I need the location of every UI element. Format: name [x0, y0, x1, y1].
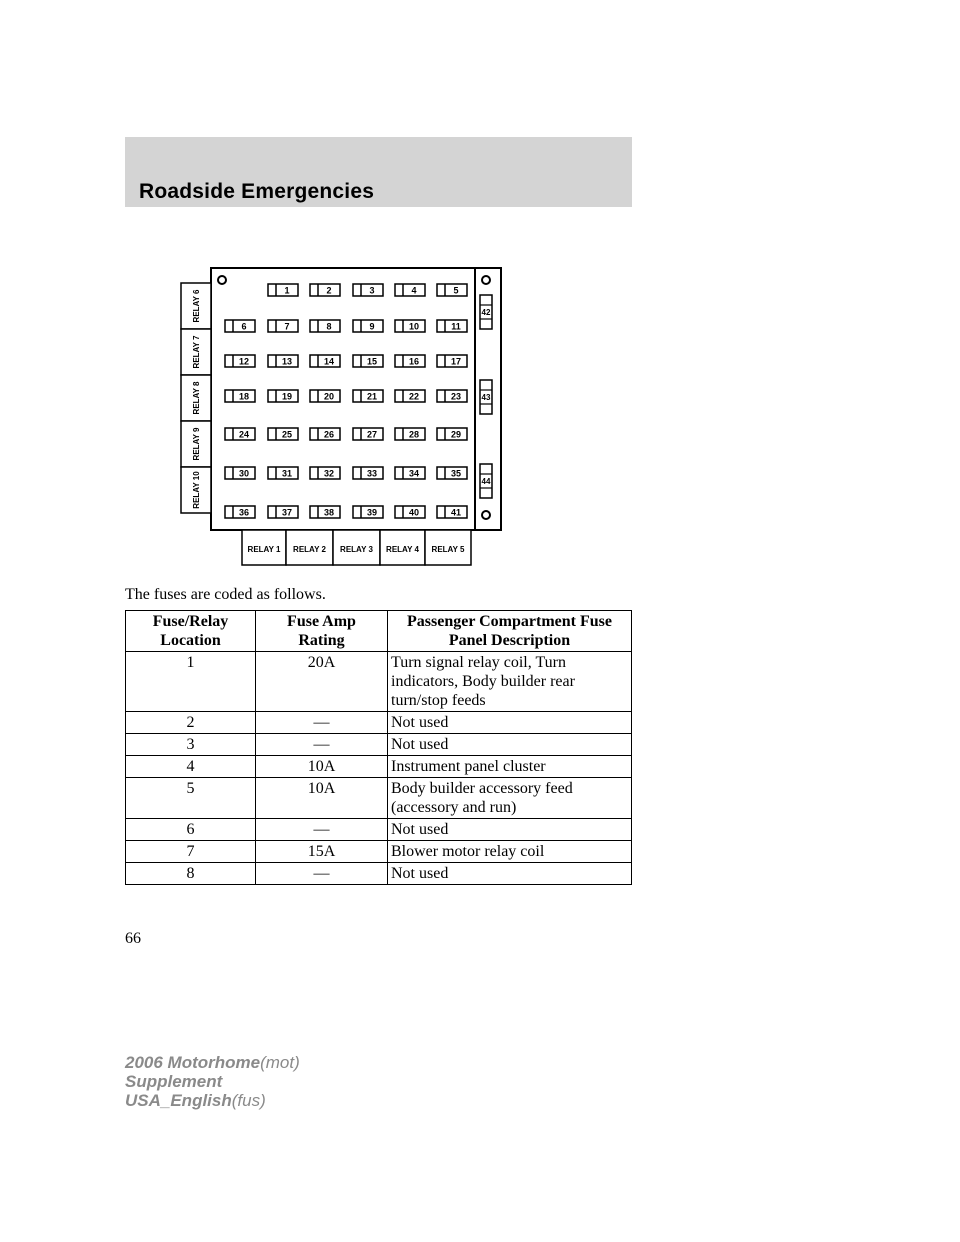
fuse-number: 32: [323, 468, 335, 479]
relay-label: RELAY 5: [431, 545, 465, 554]
fuse-panel-diagram: [175, 263, 505, 568]
table-row: [126, 863, 632, 885]
fuse-number: 24: [238, 429, 250, 440]
cell-amp-rating: —: [256, 712, 388, 734]
fuse-number: 17: [450, 356, 462, 367]
relay-label: RELAY 2: [293, 545, 326, 554]
fuse-number: 25: [281, 429, 293, 440]
fuse-slot: [268, 284, 298, 296]
cell-description: [388, 652, 632, 712]
fuse-number: 36: [238, 507, 250, 518]
description-line: Blower motor relay coil: [391, 843, 545, 860]
cell-location: 7: [126, 841, 256, 863]
table-row: [126, 712, 632, 734]
header-line: Rating: [298, 632, 345, 649]
fuse-number: 19: [281, 391, 293, 402]
fuse-slot: [310, 320, 340, 332]
fuse-number: 21: [366, 391, 378, 402]
fuse-slot: [437, 284, 467, 296]
relay-label: RELAY 7: [192, 335, 201, 369]
fuse-number: 35: [450, 468, 462, 479]
fuse-number: 30: [238, 468, 250, 479]
fuse-number: 2: [326, 285, 332, 296]
side-fuse-number: 42: [481, 308, 491, 317]
footer-language: USA_English: [125, 1091, 232, 1110]
cell-description: [388, 756, 632, 778]
table-row: [126, 778, 632, 819]
fuse-number: 38: [323, 507, 335, 518]
cell-location: 5: [126, 778, 256, 819]
cell-description: [388, 778, 632, 819]
fuse-number: 28: [408, 429, 420, 440]
description-line: turn/stop feeds: [391, 692, 486, 709]
header-line: Fuse/Relay: [152, 613, 229, 630]
fuse-number: 20: [323, 391, 335, 402]
side-fuse-number: 44: [481, 477, 491, 486]
header-line: Location: [160, 632, 221, 649]
fuse-number: 16: [408, 356, 420, 367]
fuse-slot: [395, 284, 425, 296]
footer-model: 2006 Motorhome: [125, 1053, 261, 1072]
fuse-slot: [268, 320, 298, 332]
document-footer: [125, 1053, 300, 1110]
relay-label: RELAY 4: [386, 545, 419, 554]
cell-amp-rating: 20A: [256, 652, 388, 712]
relay-label: RELAY 9: [192, 427, 201, 461]
header-line: Fuse Amp: [287, 613, 356, 630]
table-row: [126, 819, 632, 841]
table-row: [126, 652, 632, 712]
relay-label: RELAY 6: [192, 289, 201, 323]
section-header-band: [125, 137, 632, 207]
fuse-slot: [310, 284, 340, 296]
fuse-number: 8: [326, 321, 332, 332]
cell-description: [388, 712, 632, 734]
relay-label: RELAY 3: [340, 545, 373, 554]
header-location: [126, 611, 256, 652]
fuse-number: 27: [366, 429, 378, 440]
table-row: [126, 841, 632, 863]
fuse-slot: [353, 320, 383, 332]
cell-location: 2: [126, 712, 256, 734]
fuse-number: 37: [281, 507, 293, 518]
fuse-number: 26: [323, 429, 335, 440]
header-line: Panel Description: [448, 632, 571, 649]
fuse-number: 6: [241, 321, 247, 332]
cell-location: 3: [126, 734, 256, 756]
fuse-number: 3: [369, 285, 375, 296]
fuse-number: 5: [453, 285, 459, 296]
footer-supplement: Supplement: [125, 1072, 223, 1091]
table-row: [126, 756, 632, 778]
footer-model-code: (mot): [260, 1053, 300, 1072]
fuse-number: 33: [366, 468, 378, 479]
fuse-number: 34: [408, 468, 420, 479]
cell-amp-rating: —: [256, 734, 388, 756]
cell-amp-rating: —: [256, 819, 388, 841]
relay-label: RELAY 8: [192, 381, 201, 415]
description-line: Instrument panel cluster: [391, 758, 546, 775]
fuse-slot: [225, 320, 255, 332]
cell-description: [388, 819, 632, 841]
fuse-number: 41: [450, 507, 462, 518]
table-header-row: [126, 611, 632, 652]
cell-location: 6: [126, 819, 256, 841]
fuse-number: 31: [281, 468, 293, 479]
cell-description: [388, 841, 632, 863]
footer-line-1: [125, 1053, 300, 1072]
footer-line-2: [125, 1072, 300, 1091]
header-amp-rating: [256, 611, 388, 652]
side-fuse-number: 43: [481, 393, 491, 402]
cell-location: 4: [126, 756, 256, 778]
description-line: Not used: [391, 821, 449, 838]
fuse-number: 39: [366, 507, 378, 518]
fuse-number: 13: [281, 356, 293, 367]
fuse-number: 22: [408, 391, 420, 402]
cell-location: 1: [126, 652, 256, 712]
fuse-number: 1: [284, 285, 290, 296]
table-row: [126, 734, 632, 756]
fuse-number: 10: [408, 321, 420, 332]
header-line: Passenger Compartment Fuse: [406, 613, 612, 630]
fuse-number: 12: [238, 356, 250, 367]
cell-description: [388, 863, 632, 885]
description-line: indicators, Body builder rear: [391, 673, 575, 690]
fuse-table: [125, 610, 632, 885]
fuse-number: 23: [450, 391, 462, 402]
description-line: Not used: [391, 865, 449, 882]
section-title: Roadside Emergencies: [139, 180, 375, 203]
relay-label: RELAY 10: [192, 471, 201, 509]
fuse-slot: [353, 284, 383, 296]
intro-text: The fuses are coded as follows.: [125, 586, 326, 603]
description-line: Not used: [391, 714, 449, 731]
description-line: Turn signal relay coil, Turn: [391, 654, 566, 671]
description-line: Body builder accessory feed: [391, 780, 573, 797]
fuse-number: 11: [451, 321, 461, 332]
header-description: [388, 611, 632, 652]
cell-amp-rating: 10A: [256, 756, 388, 778]
cell-amp-rating: 15A: [256, 841, 388, 863]
footer-language-code: (fus): [231, 1091, 266, 1110]
description-line: (accessory and run): [391, 799, 517, 816]
fuse-number: 18: [238, 391, 250, 402]
cell-description: [388, 734, 632, 756]
fuse-number: 9: [369, 321, 375, 332]
cell-location: 8: [126, 863, 256, 885]
relay-label: RELAY 1: [247, 545, 281, 554]
fuse-number: 14: [323, 356, 335, 367]
fuse-number: 40: [408, 507, 420, 518]
fuse-number: 4: [411, 285, 417, 296]
description-line: Not used: [391, 736, 449, 753]
fuse-number: 7: [284, 321, 290, 332]
fuse-number: 29: [450, 429, 462, 440]
fuse-number: 15: [366, 356, 378, 367]
footer-line-3: [125, 1091, 300, 1110]
cell-amp-rating: 10A: [256, 778, 388, 819]
page-number: 66: [125, 930, 141, 947]
cell-amp-rating: —: [256, 863, 388, 885]
